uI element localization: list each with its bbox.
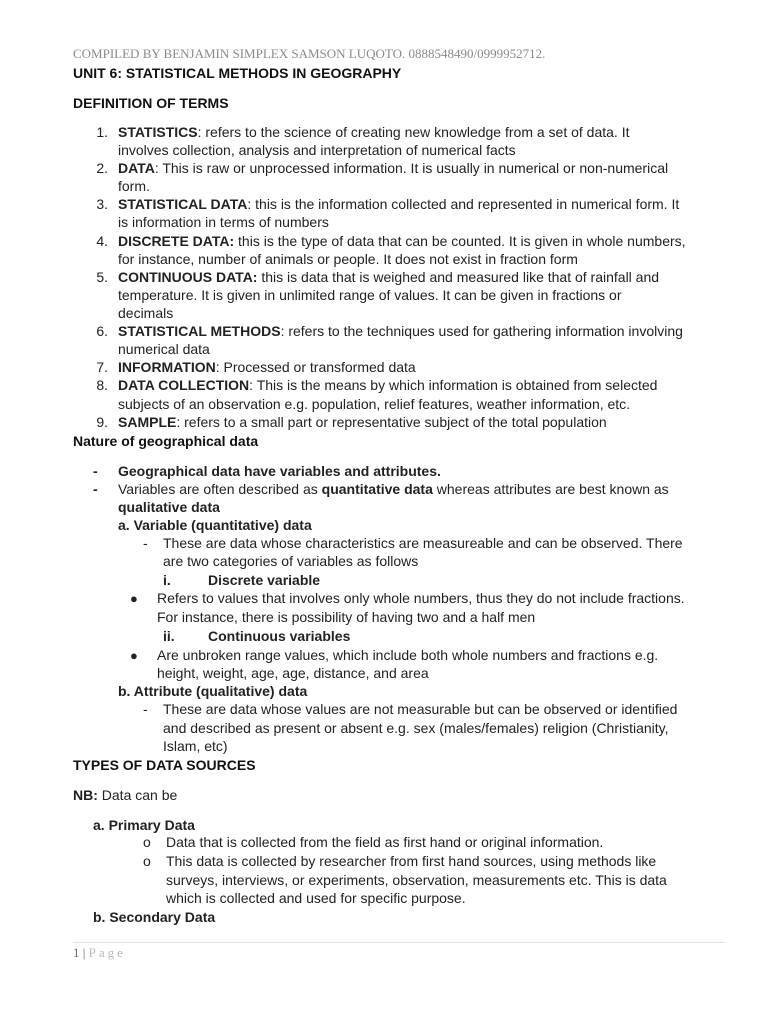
attribute-desc: These are data whose values are not measurable but can be observed or identified [163, 701, 678, 717]
definition-text: for instance, number of animals or people. It does not exist in fraction form [118, 251, 578, 267]
definition-term: STATISTICAL DATA [118, 196, 248, 212]
definition-term: DISCRETE DATA: [118, 233, 235, 249]
primary-desc: This data is collected by researcher from first hand sources, using methods like [166, 853, 657, 869]
definition-text: form. [118, 178, 150, 194]
discrete-desc: Refers to values that involves only whole numbers, thus they do not include fractions. [157, 590, 685, 606]
nb-label: NB: [73, 787, 98, 803]
discrete-desc: For instance, there is possibility of having two and a half men [157, 609, 536, 625]
nb-text: Data can be [97, 787, 178, 803]
list-number: 4. [96, 233, 108, 249]
definition-term: SAMPLE [118, 414, 177, 430]
page-word: Page [88, 945, 126, 960]
bullet-dot: ● [130, 648, 138, 663]
sources-heading: TYPES OF DATA SOURCES [73, 757, 256, 773]
definition-item [118, 269, 659, 285]
circle-bullet: o [143, 853, 151, 869]
bullet-dot: ● [130, 591, 138, 606]
nature-emphasis: qualitative data [118, 499, 220, 515]
definition-text: : this is the information collected and represented in numerical form. It [247, 196, 680, 212]
discrete-heading: Discrete variable [208, 572, 321, 588]
definition-text: : Processed or transformed data [215, 359, 416, 375]
definition-term: DATA COLLECTION [118, 377, 250, 393]
list-number: 3. [96, 196, 108, 212]
definition-text: numerical data [118, 341, 210, 357]
nature-point: Geographical data have variables and attributes. [118, 463, 441, 479]
definition-item [118, 160, 668, 176]
list-number: 9. [96, 414, 108, 430]
attribute-heading: b. Attribute (qualitative) data [118, 683, 308, 699]
dash-bullet: - [143, 535, 148, 551]
variable-desc: These are data whose characteristics are measureable and can be observed. There [163, 535, 683, 551]
dash-bullet: - [93, 463, 98, 479]
circle-bullet: o [143, 834, 151, 850]
definition-item [118, 323, 683, 339]
nature-text: Variables are often described as [118, 481, 322, 497]
page-number: 1 | [73, 945, 89, 960]
variable-heading: a. Variable (quantitative) data [118, 517, 312, 533]
definition-item [118, 233, 686, 249]
definition-item [118, 377, 657, 393]
definition-text: : refers to the techniques used for gathering information involving [280, 323, 683, 339]
footer-divider [73, 942, 725, 943]
roman-number: ii. [163, 628, 175, 644]
unit-title: UNIT 6: STATISTICAL METHODS IN GEOGRAPHY [73, 65, 402, 81]
definition-term: DATA [118, 160, 155, 176]
definition-item [118, 414, 607, 430]
definition-text: this is the type of data that can be counted. It is given in whole numbers, [234, 233, 686, 249]
primary-desc: Data that is collected from the field as first hand or original information. [166, 834, 604, 850]
primary-desc: surveys, interviews, or experiments, observation, measurements etc. This is data [166, 872, 667, 888]
definition-item [118, 196, 679, 212]
list-number: 5. [96, 269, 108, 285]
definitions-heading: DEFINITION OF TERMS [73, 95, 229, 111]
primary-heading: a. Primary Data [93, 817, 195, 833]
definition-text: this is data that is weighed and measured like that of rainfall and [257, 269, 660, 285]
attribute-desc: Islam, etc) [163, 738, 228, 754]
definition-term: CONTINUOUS DATA: [118, 269, 258, 285]
definition-item [118, 359, 416, 375]
secondary-heading: b. Secondary Data [93, 909, 216, 925]
dash-bullet: - [93, 481, 98, 497]
list-number: 6. [96, 323, 108, 339]
definition-text: is information in terms of numbers [118, 214, 329, 230]
page-footer [73, 945, 126, 961]
primary-desc: which is collected and used for specific purpose. [166, 890, 466, 906]
nb-note [73, 787, 177, 803]
dash-bullet: - [143, 701, 148, 717]
attribute-desc: and described as present or absent e.g. sex (males/females) religion (Christianity, [163, 720, 669, 736]
definition-item [118, 124, 630, 140]
continuous-desc: height, weight, age, age, distance, and area [157, 665, 429, 681]
definition-text: subjects of an observation e.g. population, relief features, weather information, etc. [118, 396, 631, 412]
definition-text: : refers to the science of creating new knowledge from a set of data. It [197, 124, 630, 140]
nature-point [118, 481, 669, 497]
compiler-header: COMPILED BY BENJAMIN SIMPLEX SAMSON LUQOTO. 0888548490/0999952712. [73, 46, 546, 61]
list-number: 7. [96, 359, 108, 375]
definition-term: STATISTICAL METHODS [118, 323, 281, 339]
list-number: 1. [96, 124, 108, 140]
definition-text: : This is raw or unprocessed information. It is usually in numerical or non-numerical [154, 160, 669, 176]
definition-text: involves collection, analysis and interpretation of numerical facts [118, 142, 516, 158]
nature-heading: Nature of geographical data [73, 433, 259, 449]
roman-number: i. [163, 572, 171, 588]
definition-text: : This is the means by which information is obtained from selected [249, 377, 658, 393]
variable-desc: are two categories of variables as follows [163, 553, 419, 569]
definition-text: temperature. It is given in unlimited range of values. It can be given in fractions or [118, 287, 622, 303]
list-number: 2. [96, 160, 108, 176]
nature-emphasis: quantitative data [321, 481, 433, 497]
nature-text: whereas attributes are best known as [432, 481, 669, 497]
continuous-heading: Continuous variables [208, 628, 351, 644]
definition-term: INFORMATION [118, 359, 216, 375]
continuous-desc: Are unbroken range values, which include both whole numbers and fractions e.g. [157, 647, 659, 663]
definition-text: : refers to a small part or representative subject of the total population [176, 414, 607, 430]
definition-text: decimals [118, 305, 174, 321]
list-number: 8. [96, 377, 108, 393]
definition-term: STATISTICS [118, 124, 198, 140]
